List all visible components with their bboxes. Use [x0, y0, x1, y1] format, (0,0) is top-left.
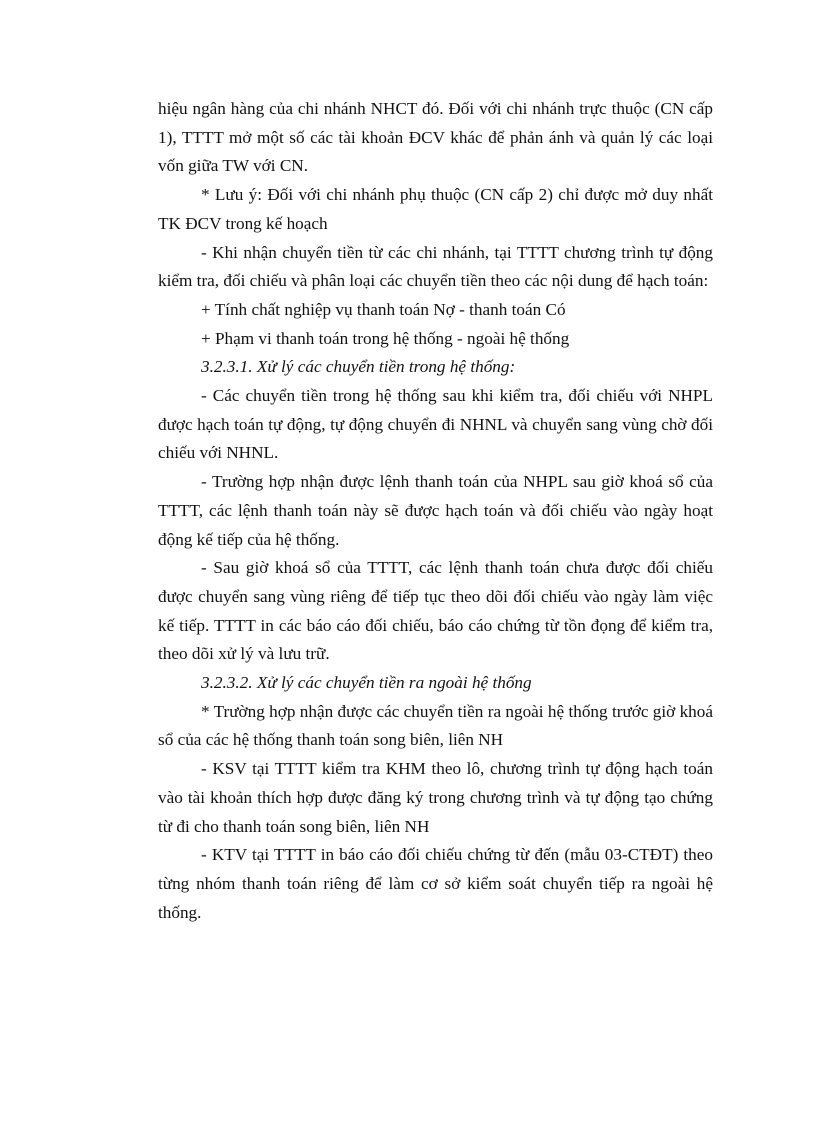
paragraph-after-cutoff: - Trường hợp nhận được lệnh thanh toán của NHPL sau giờ khoá sổ của TTTT, các lệnh thanh toán này sẽ được hạch toán và đối chiếu vào ngày hoạt động kế tiếp của hệ thống.: [158, 472, 713, 549]
paragraph-ktv: - KTV tại TTTT in báo cáo đối chiếu chứng từ đến (mẫu 03-CTĐT) theo từng nhóm thanh toán riêng để làm cơ sở kiểm soát chuyển tiếp ra ngoài hệ thống.: [158, 845, 713, 922]
list-item-nature: + Tính chất nghiệp vụ thanh toán Nợ - thanh toán Có: [201, 299, 566, 319]
document-page: [158, 95, 713, 927]
section-heading-3232: 3.2.3.2. Xử lý các chuyển tiền ra ngoài hệ thống: [201, 673, 532, 693]
paragraph-unreconciled: - Sau giờ khoá sổ của TTTT, các lệnh thanh toán chưa được đối chiếu được chuyển sang vùng riêng để tiếp tục theo dõi đối chiếu vào ngày làm việc kế tiếp. TTTT in các báo cáo đối chiếu, báo cáo chứng từ tồn đọng để kiểm tra, theo dõi xử lý và lưu trữ.: [158, 558, 713, 664]
list-item-scope: + Phạm vi thanh toán trong hệ thống - ngoài hệ thống: [201, 328, 570, 348]
paragraph-intro: hiệu ngân hàng của chi nhánh NHCT đó. Đối với chi nhánh trực thuộc (CN cấp 1), TTTT mở một số các tài khoản ĐCV khác để phản ánh và quản lý các loại vốn giữa TW với CN.: [158, 99, 713, 176]
paragraph-internal-transfers: - Các chuyển tiền trong hệ thống sau khi kiểm tra, đối chiếu với NHPL được hạch toán tự động, tự động chuyển đi NHNL và chuyển sang vùng chờ đối chiếu với NHNL.: [158, 386, 713, 463]
paragraph-receive-transfers: - Khi nhận chuyển tiền từ các chi nhánh, tại TTTT chương trình tự động kiểm tra, đối chiếu và phân loại các chuyển tiền theo các nội dung để hạch toán:: [158, 242, 713, 291]
section-heading-3231: 3.2.3.1. Xử lý các chuyển tiền trong hệ thống:: [201, 357, 516, 377]
paragraph-external-before-cutoff: * Trường hợp nhận được các chuyển tiền ra ngoài hệ thống trước giờ khoá sổ của các hệ thống thanh toán song biên, liên NH: [158, 701, 713, 750]
paragraph-note: * Lưu ý: Đối với chi nhánh phụ thuộc (CN cấp 2) chỉ được mở duy nhất TK ĐCV trong kế hoạch: [158, 185, 713, 233]
paragraph-ksv: - KSV tại TTTT kiểm tra KHM theo lô, chương trình tự động hạch toán vào tài khoản thích hợp được đăng ký trong chương trình và tự động tạo chứng từ đi cho thanh toán song biên, liên NH: [158, 759, 713, 836]
